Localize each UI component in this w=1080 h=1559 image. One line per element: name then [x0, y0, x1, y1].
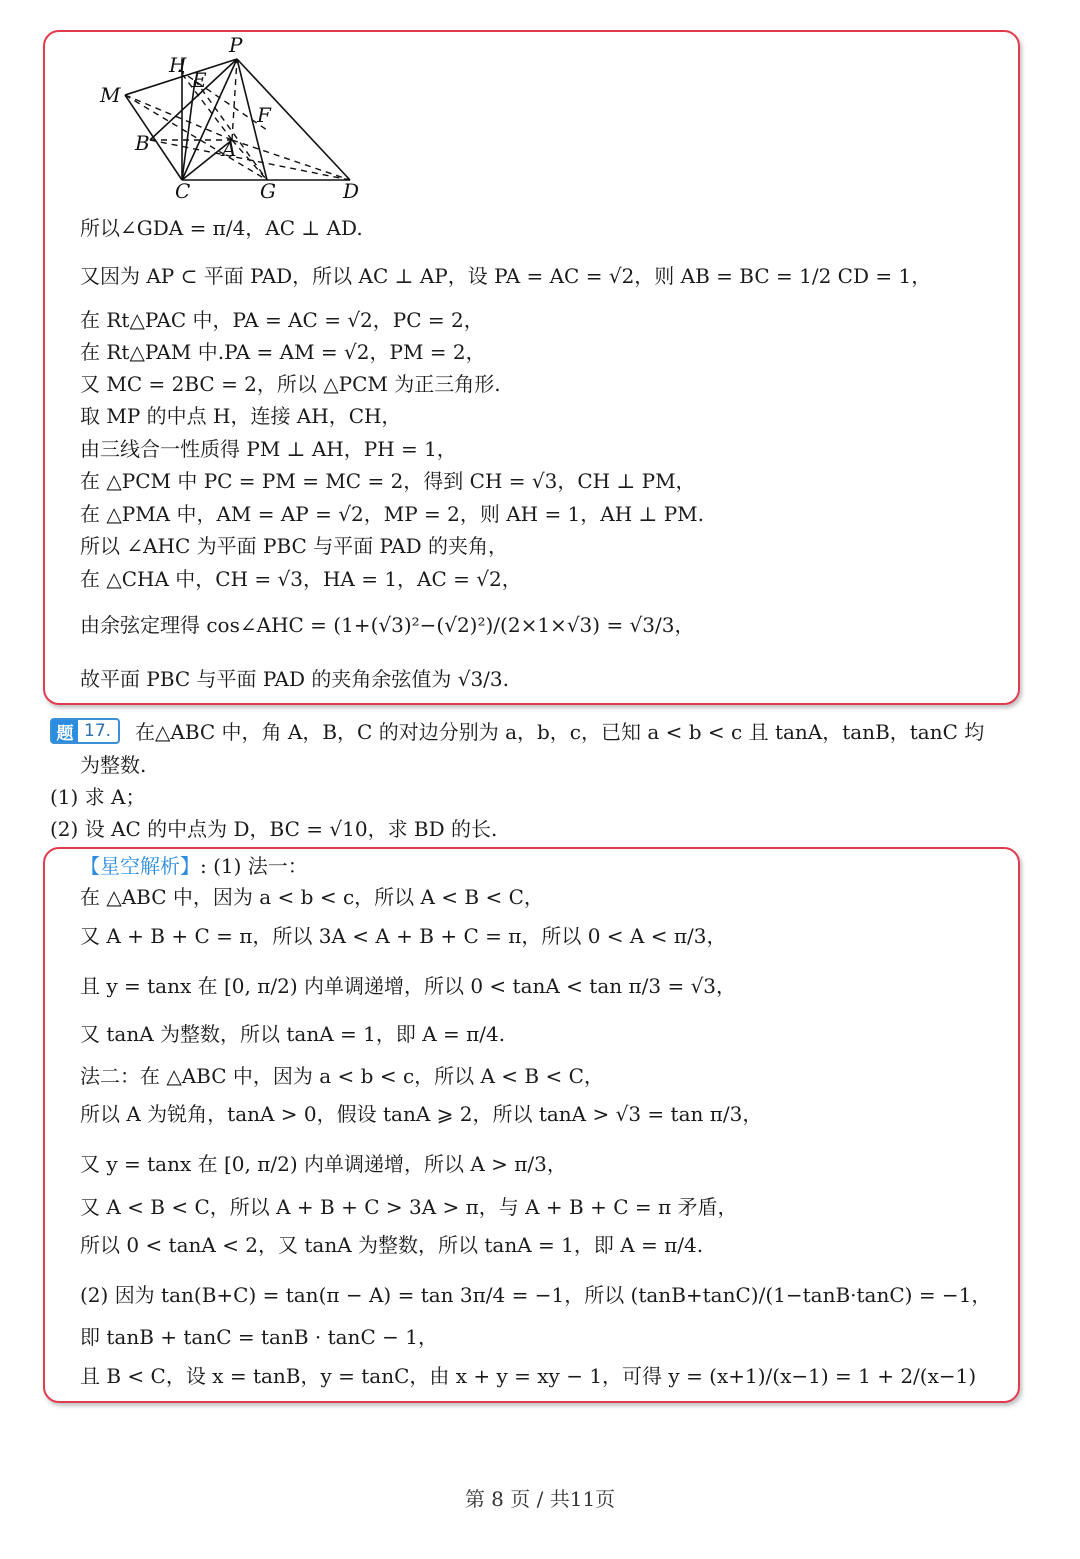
solution-line: 在 Rt△PAM 中.PA = AM = √2，PM = 2， — [80, 340, 486, 364]
solution-line: 在 △ABC 中，因为 a < b < c，所以 A < B < C， — [80, 885, 544, 909]
solution-line: 又 MC = 2BC = 2，所以 △PCM 为正三角形. — [80, 372, 501, 396]
label-C: C — [175, 179, 191, 203]
label-D: D — [343, 179, 360, 203]
solution-header-text: : (1) 法一： — [200, 854, 308, 878]
label-B: B — [135, 131, 150, 155]
question-stem-cont: 为整数. — [80, 753, 147, 777]
solution-line: 又 A < B < C，所以 A + B + C > 3A > π，与 A + B + C = π 矛盾， — [80, 1195, 738, 1219]
page-footer: 第 8 页 / 共11页 — [464, 1487, 616, 1511]
label-M: M — [100, 83, 121, 107]
label-A: A — [222, 137, 237, 161]
solution-line: 且 y = tanx 在 [0, π/2) 内单调递增，所以 0 < tanA < tan π/3 = √3， — [80, 974, 737, 998]
solution-line: 即 tanB + tanC = tanB · tanC − 1， — [80, 1325, 438, 1349]
question-stem: 在△ABC 中，角 A，B，C 的对边分别为 a，b，c，已知 a < b < c 且 tanA，tanB，tanC 均 — [135, 720, 985, 744]
question-badge-label: 题 — [52, 720, 78, 742]
solution-line: 又因为 AP ⊂ 平面 PAD，所以 AC ⊥ AP，设 PA = AC = √2，则 AB = BC = 1/2 CD = 1， — [80, 264, 932, 288]
solution-line: 又 y = tanx 在 [0, π/2) 内单调递增，所以 A > π/3， — [80, 1152, 567, 1176]
solution-line: 法二：在 △ABC 中，因为 a < b < c，所以 A < B < C， — [80, 1064, 604, 1088]
solution-line: 在 △PCM 中 PC = PM = MC = 2，得到 CH = √3，CH ⊥ PM， — [80, 469, 696, 493]
solution-line: 在 △PMA 中，AM = AP = √2，MP = 2，则 AH = 1，AH ⊥ PM. — [80, 502, 704, 526]
solution-line: 又 tanA 为整数，所以 tanA = 1，即 A = π/4. — [80, 1022, 506, 1046]
question-badge — [50, 718, 120, 744]
solution-line: 由三线合一性质得 PM ⊥ AH，PH = 1， — [80, 437, 457, 461]
solution-line: 在 Rt△PAC 中，PA = AC = √2，PC = 2， — [80, 308, 484, 332]
label-G: G — [260, 179, 276, 203]
solution-line: 且 B < C，设 x = tanB，y = tanC，由 x + y = xy − 1，可得 y = (x+1)/(x−1) = 1 + 2/(x−1) — [80, 1364, 977, 1388]
solution-line: 故平面 PBC 与平面 PAD 的夹角余弦值为 √3/3. — [80, 667, 510, 691]
solution-line: 所以 ∠AHC 为平面 PBC 与平面 PAD 的夹角， — [80, 534, 509, 558]
solution-line: 所以∠GDA = π/4，AC ⊥ AD. — [80, 216, 363, 240]
solution-line: 所以 0 < tanA < 2，又 tanA 为整数，所以 tanA = 1，即 A = π/4. — [80, 1233, 704, 1257]
solution-line: 取 MP 的中点 H，连接 AH，CH， — [80, 404, 402, 428]
question-part-1: (1) 求 A； — [50, 785, 146, 809]
pyramid-figure — [95, 30, 385, 205]
question-number: 17. — [84, 721, 112, 741]
solution-line: 由余弦定理得 cos∠AHC = (1+(√3)²−(√2)²)/(2×1×√3) = √3/3， — [80, 613, 695, 637]
solution-line: 又 A + B + C = π，所以 3A < A + B + C = π，所以 0 < A < π/3， — [80, 924, 727, 948]
solution-line: 所以 A 为锐角，tanA > 0，假设 tanA ⩾ 2，所以 tanA > √3 = tan π/3， — [80, 1102, 763, 1126]
solution-header-tag: 【星空解析】 — [80, 854, 200, 878]
label-F: F — [257, 103, 271, 127]
question-part-2: (2) 设 AC 的中点为 D，BC = √10，求 BD 的长. — [50, 817, 498, 841]
solution-line: (2) 因为 tan(B+C) = tan(π − A) = tan 3π/4 = −1，所以 (tanB+tanC)/(1−tanB·tanC) = −1， — [80, 1283, 992, 1307]
label-P: P — [229, 33, 243, 57]
label-H: H — [169, 53, 187, 77]
label-E: E — [192, 68, 207, 92]
solution-header — [80, 852, 308, 880]
solution-line: 在 △CHA 中，CH = √3，HA = 1，AC = √2， — [80, 567, 522, 591]
